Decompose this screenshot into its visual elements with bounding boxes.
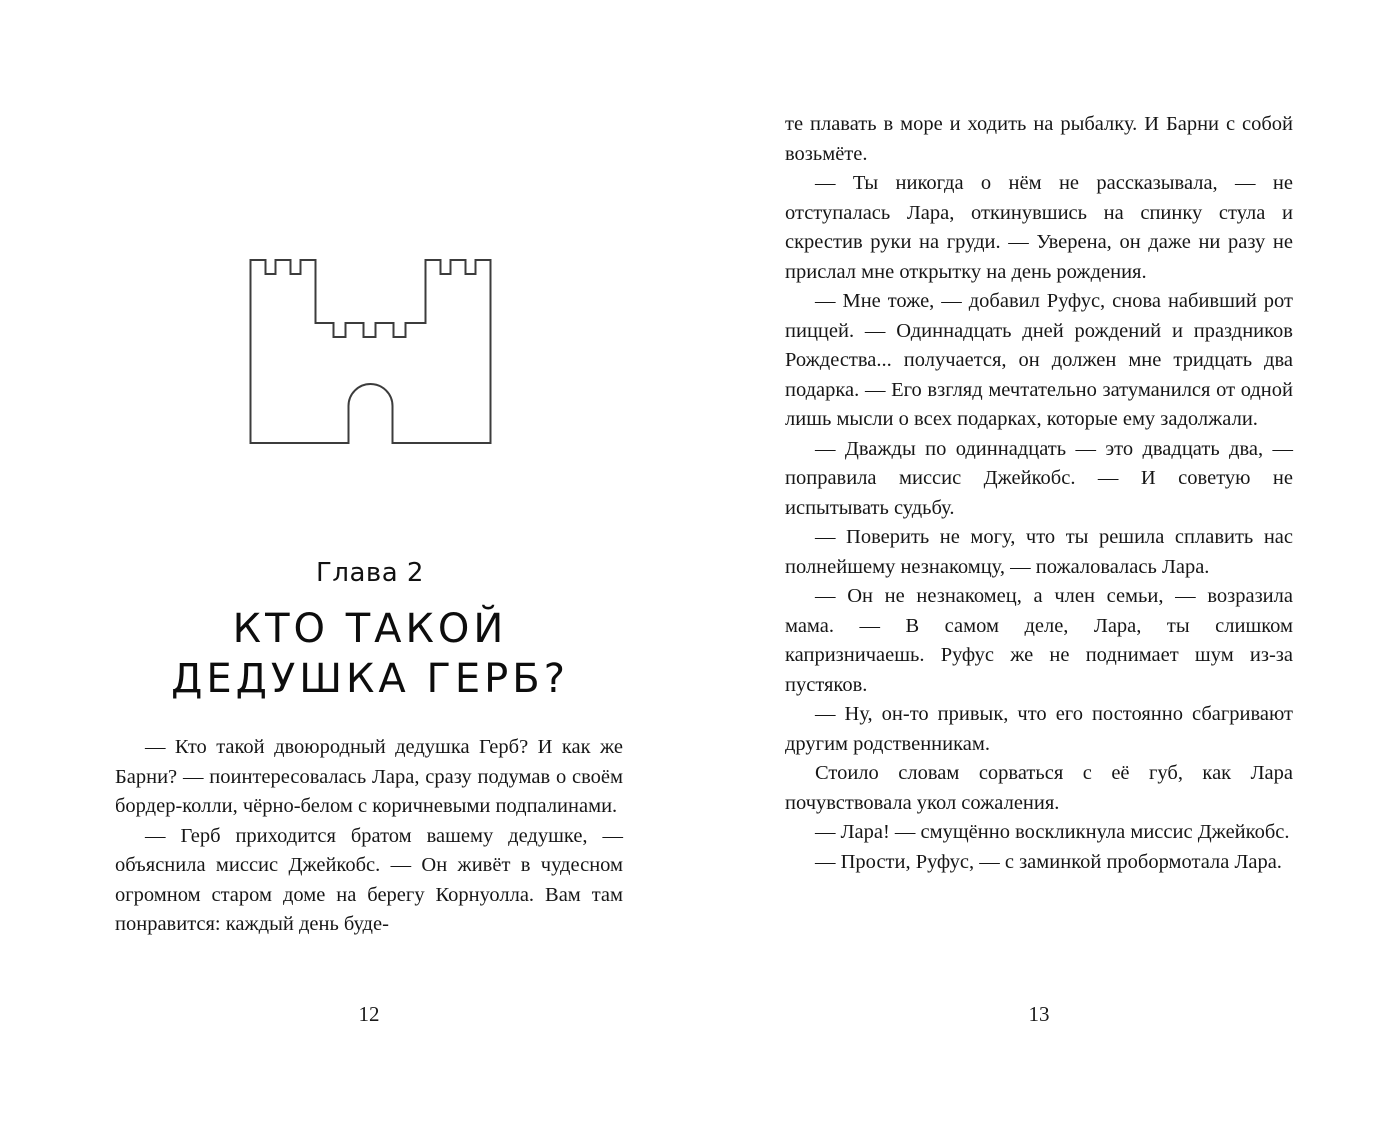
body-paragraph: — Ну, он-то привык, что его постоянно сбагривают другим родственникам. [785, 703, 1293, 755]
body-paragraph: — Герб приходится братом вашему дедушке, — объяснила миссис Джейкобс. — Он живёт в чудесном огромном старом доме на берегу Корнуолла. Вам там понравится: каждый день буде- [115, 824, 623, 935]
chapter-heading-block [115, 558, 625, 704]
body-paragraph: те плавать в море и ходить на рыбалку. И Барни с собой возьмёте. [785, 113, 1293, 165]
body-paragraph: — Лара! — смущённо воскликнула миссис Джейкобс. [815, 821, 1290, 843]
castle-illustration-wrap [115, 248, 625, 453]
body-paragraph: Стоило словам сорваться с её губ, как Лара почувствовала укол сожаления. [785, 762, 1293, 814]
body-paragraph: — Он не незнакомец, а член семьи, — возразила мама. — В самом деле, Лара, ты слишком капризничаешь. Руфус же не поднимает шум из-за пустяков. [785, 585, 1293, 696]
body-paragraph: — Дважды по одиннадцать — это двадцать два, — поправила миссис Джейкобс. — И советую не испытывать судьбу. [785, 437, 1293, 519]
chapter-title-line-1: КТО ТАКОЙ [232, 606, 508, 652]
chapter-title-line-2: ДЕДУШКА ГЕРБ? [171, 656, 569, 702]
body-paragraph: — Прости, Руфус, — с заминкой пробормотала Лара. [815, 850, 1282, 873]
chapter-title [115, 604, 625, 704]
right-page-body [785, 110, 1293, 877]
chapter-label: Глава 2 [316, 558, 424, 588]
page-number-left: 12 [358, 1002, 380, 1026]
left-page-body [115, 733, 623, 940]
page-left [0, 0, 696, 1125]
page-number-right: 13 [1028, 1002, 1050, 1026]
body-paragraph: — Кто такой двоюродный дедушка Герб? И как же Барни? — поинтересовалась Лара, сразу подумав о своём бордер-колли, чёрно-белом с коричневыми подпалинами. [115, 736, 623, 817]
page-right [697, 0, 1393, 1125]
body-paragraph: — Мне тоже, — добавил Руфус, снова набивший рот пиццей. — Одиннадцать дней рождений и праздников Рождества... получается, он должен мне тридцать два подарка. — Его взгляд мечтательно затуманился от одной лишь мысли о всех подарках, которые ему задолжали. [785, 290, 1293, 430]
castle-illustration-icon [228, 248, 513, 448]
body-paragraph: — Ты никогда о нём не рассказывала, — не отступалась Лара, откинувшись на спинку стула и скрестив руки на груди. — Уверена, он даже ни разу не прислал мне открытку на день рождения. [785, 172, 1293, 283]
body-paragraph: — Поверить не могу, что ты решила сплавить нас полнейшему незнакомцу, — пожаловалась Лара. [785, 526, 1293, 578]
